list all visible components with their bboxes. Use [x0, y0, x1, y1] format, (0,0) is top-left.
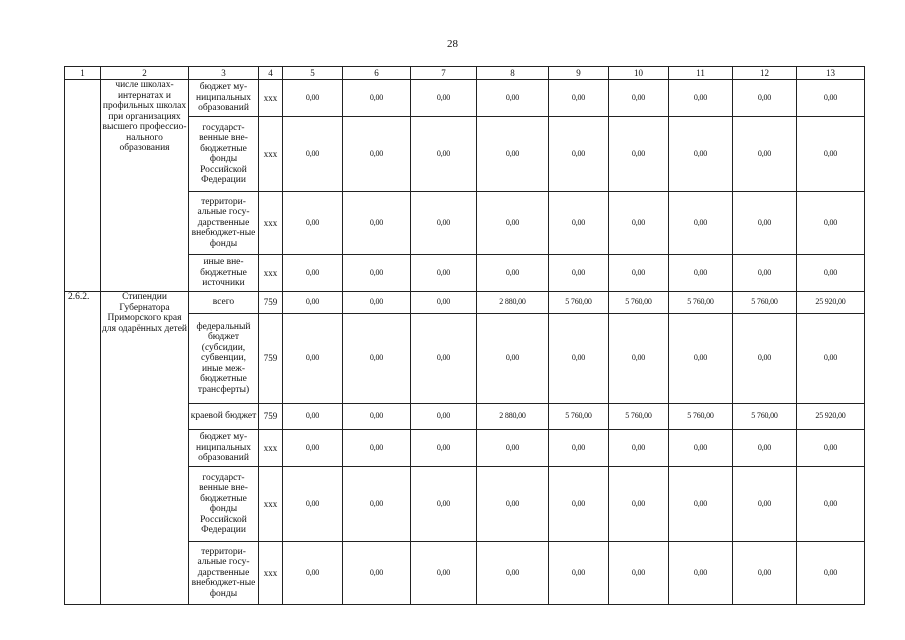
amount-cell: 0,00 [669, 192, 733, 255]
amount-cell: 0,00 [733, 542, 797, 605]
amount-cell: 0,00 [283, 117, 343, 192]
measure-name: Стипендии Губернатора Приморского края для одарённых детей [101, 292, 189, 605]
funding-source: иные вне-бюджетные источники [189, 255, 259, 292]
amount-cell: 0,00 [733, 117, 797, 192]
amount-cell: 0,00 [343, 192, 411, 255]
amount-cell: 25 920,00 [797, 404, 865, 430]
amount-cell: 0,00 [477, 430, 549, 467]
amount-cell: 0,00 [733, 192, 797, 255]
row-number: 2.6.2. [65, 292, 101, 605]
budget-code: ххх [259, 255, 283, 292]
amount-cell: 0,00 [477, 255, 549, 292]
amount-cell: 0,00 [477, 467, 549, 542]
amount-cell: 0,00 [549, 192, 609, 255]
amount-cell: 25 920,00 [797, 292, 865, 314]
amount-cell: 0,00 [609, 542, 669, 605]
amount-cell: 0,00 [797, 80, 865, 117]
column-header: 1 [65, 67, 101, 80]
funding-source: государст-венные вне-бюджетные фонды Российской Федерации [189, 117, 259, 192]
amount-cell: 0,00 [411, 255, 477, 292]
amount-cell: 0,00 [549, 430, 609, 467]
funding-source: территори-альные госу-дарственные внебюджет-ные фонды [189, 192, 259, 255]
amount-cell: 0,00 [797, 192, 865, 255]
amount-cell: 0,00 [477, 192, 549, 255]
amount-cell: 0,00 [411, 430, 477, 467]
column-header: 6 [343, 67, 411, 80]
amount-cell: 2 880,00 [477, 404, 549, 430]
table-row [65, 80, 865, 117]
amount-cell: 5 760,00 [549, 292, 609, 314]
amount-cell: 0,00 [797, 542, 865, 605]
budget-code: ххх [259, 430, 283, 467]
amount-cell: 0,00 [733, 467, 797, 542]
amount-cell: 5 760,00 [549, 404, 609, 430]
column-header: 10 [609, 67, 669, 80]
amount-cell: 0,00 [549, 80, 609, 117]
amount-cell: 0,00 [411, 542, 477, 605]
amount-cell: 0,00 [283, 467, 343, 542]
amount-cell: 0,00 [283, 430, 343, 467]
funding-source: всего [189, 292, 259, 314]
amount-cell: 0,00 [411, 117, 477, 192]
budget-code: 759 [259, 404, 283, 430]
amount-cell: 0,00 [477, 542, 549, 605]
amount-cell: 0,00 [343, 80, 411, 117]
amount-cell: 0,00 [733, 255, 797, 292]
amount-cell: 0,00 [283, 192, 343, 255]
amount-cell: 0,00 [669, 467, 733, 542]
amount-cell: 0,00 [411, 80, 477, 117]
amount-cell: 0,00 [343, 314, 411, 404]
amount-cell: 0,00 [609, 192, 669, 255]
amount-cell: 0,00 [343, 255, 411, 292]
funding-source: территори-альные госу-дарственные внебюджет-ные фонды [189, 542, 259, 605]
funding-source: федеральный бюджет (субсидии, субвенции, иные меж-бюджетные трансферты) [189, 314, 259, 404]
column-header: 12 [733, 67, 797, 80]
amount-cell: 0,00 [797, 314, 865, 404]
budget-code: ххх [259, 542, 283, 605]
column-header: 11 [669, 67, 733, 80]
column-header: 9 [549, 67, 609, 80]
amount-cell: 0,00 [343, 292, 411, 314]
amount-cell: 0,00 [549, 314, 609, 404]
amount-cell: 0,00 [797, 117, 865, 192]
amount-cell: 5 760,00 [609, 404, 669, 430]
amount-cell: 0,00 [609, 430, 669, 467]
amount-cell: 0,00 [411, 292, 477, 314]
header-row [65, 67, 865, 80]
row-number [65, 80, 101, 292]
amount-cell: 0,00 [283, 80, 343, 117]
amount-cell: 0,00 [797, 255, 865, 292]
column-header: 8 [477, 67, 549, 80]
amount-cell: 0,00 [283, 542, 343, 605]
column-header: 4 [259, 67, 283, 80]
amount-cell: 0,00 [343, 467, 411, 542]
amount-cell: 0,00 [549, 255, 609, 292]
amount-cell: 0,00 [549, 117, 609, 192]
amount-cell: 0,00 [477, 80, 549, 117]
table-body [65, 67, 865, 605]
amount-cell: 0,00 [343, 542, 411, 605]
page-number: 28 [447, 38, 458, 50]
amount-cell: 0,00 [609, 80, 669, 117]
amount-cell: 2 880,00 [477, 292, 549, 314]
amount-cell: 5 760,00 [733, 404, 797, 430]
amount-cell: 0,00 [733, 80, 797, 117]
amount-cell: 0,00 [283, 292, 343, 314]
amount-cell: 0,00 [609, 467, 669, 542]
amount-cell: 0,00 [411, 467, 477, 542]
amount-cell: 0,00 [733, 314, 797, 404]
column-header: 2 [101, 67, 189, 80]
amount-cell: 0,00 [411, 192, 477, 255]
amount-cell: 0,00 [669, 430, 733, 467]
budget-code: ххх [259, 467, 283, 542]
measure-name: числе школах-интернатах и профильных школах при организациях высшего профессио-нального образования [101, 80, 189, 292]
column-header: 13 [797, 67, 865, 80]
amount-cell: 0,00 [797, 430, 865, 467]
amount-cell: 0,00 [411, 404, 477, 430]
amount-cell: 0,00 [343, 430, 411, 467]
amount-cell: 0,00 [343, 404, 411, 430]
amount-cell: 0,00 [609, 255, 669, 292]
amount-cell: 0,00 [797, 467, 865, 542]
column-header: 3 [189, 67, 259, 80]
amount-cell: 0,00 [283, 314, 343, 404]
amount-cell: 0,00 [549, 467, 609, 542]
table-row [65, 292, 865, 314]
budget-code: 759 [259, 292, 283, 314]
amount-cell: 5 760,00 [733, 292, 797, 314]
amount-cell: 0,00 [669, 255, 733, 292]
amount-cell: 0,00 [669, 314, 733, 404]
amount-cell: 5 760,00 [669, 292, 733, 314]
amount-cell: 0,00 [477, 117, 549, 192]
amount-cell: 5 760,00 [609, 292, 669, 314]
funding-source: краевой бюджет [189, 404, 259, 430]
amount-cell: 0,00 [411, 314, 477, 404]
amount-cell: 0,00 [609, 117, 669, 192]
funding-source: бюджет му-ниципальных образований [189, 430, 259, 467]
budget-code: ххх [259, 80, 283, 117]
amount-cell: 0,00 [669, 542, 733, 605]
amount-cell: 0,00 [669, 117, 733, 192]
funding-source: бюджет му-ниципальных образований [189, 80, 259, 117]
amount-cell: 0,00 [343, 117, 411, 192]
amount-cell: 0,00 [609, 314, 669, 404]
amount-cell: 0,00 [283, 255, 343, 292]
amount-cell: 0,00 [477, 314, 549, 404]
column-header: 5 [283, 67, 343, 80]
column-header: 7 [411, 67, 477, 80]
funding-source: государст-венные вне-бюджетные фонды Российской Федерации [189, 467, 259, 542]
budget-code: 759 [259, 314, 283, 404]
budget-code: ххх [259, 117, 283, 192]
budget-table [64, 66, 865, 605]
amount-cell: 0,00 [733, 430, 797, 467]
budget-code: ххх [259, 192, 283, 255]
amount-cell: 0,00 [283, 404, 343, 430]
amount-cell: 0,00 [669, 80, 733, 117]
amount-cell: 0,00 [549, 542, 609, 605]
amount-cell: 5 760,00 [669, 404, 733, 430]
